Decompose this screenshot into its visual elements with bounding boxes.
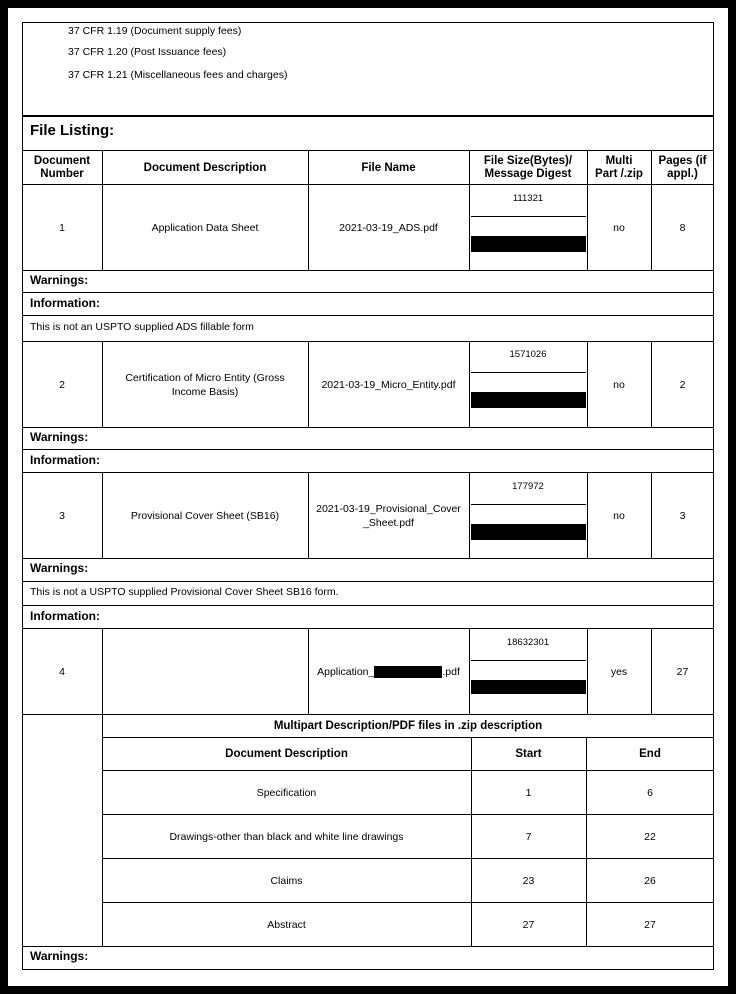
file-name-prefix: Application_ (317, 665, 375, 678)
file-multipart: no (613, 378, 625, 391)
information-label: Information: (30, 453, 100, 467)
file-description: Certification of Micro Entity (Gross Income Basis) (125, 371, 285, 398)
redaction-block (471, 680, 586, 694)
multipart-row-end: 26 (644, 874, 656, 887)
header-pages: Pages (if appl.) (658, 154, 707, 180)
fee-item: 37 CFR 1.20 (Post Issuance fees) (68, 46, 227, 58)
file-pages: 8 (679, 221, 686, 234)
file-size: 111321 (512, 193, 544, 204)
multipart-row-end: 6 (647, 786, 653, 799)
file-number: 3 (59, 509, 65, 522)
header-doc-number: Document Number (33, 154, 91, 180)
file-number: 2 (59, 378, 65, 391)
header-doc-description: Document Description (143, 161, 267, 174)
file-name-suffix: .pdf (442, 665, 460, 678)
multipart-row-description: Claims (270, 874, 303, 887)
file-name: 2021-03-19_ADS.pdf (339, 221, 438, 234)
file-name: 2021-03-19_Provisional_Cover_Sheet.pdf (316, 502, 461, 529)
multipart-row-start: 7 (525, 830, 532, 843)
multipart-header-description: Document Description (225, 748, 348, 760)
multipart-row-start: 23 (522, 874, 535, 887)
multipart-header-end: End (639, 748, 661, 760)
file-size: 177972 (512, 481, 544, 492)
file-multipart: yes (610, 665, 628, 678)
multipart-header-start: Start (515, 748, 542, 760)
multipart-row-description: Drawings-other than black and white line drawings (169, 830, 404, 843)
warnings-label: Warnings: (30, 273, 89, 287)
header-multipart: Multi Part /.zip (595, 154, 643, 180)
warning-note: This is not a USPTO supplied Provisional Cover Sheet SB16 form. (30, 586, 339, 598)
file-size: 18632301 (506, 637, 550, 648)
multipart-row-start: 1 (525, 786, 532, 799)
file-number: 4 (59, 665, 65, 678)
file-description (102, 629, 308, 714)
warnings-label: Warnings: (30, 430, 89, 444)
multipart-row-end: 27 (644, 918, 656, 931)
redaction-block (374, 666, 442, 678)
file-description: Application Data Sheet (151, 221, 259, 234)
file-name (308, 629, 469, 714)
warnings-label: Warnings: (30, 561, 89, 575)
file-multipart: no (613, 509, 625, 522)
header-file-size: File Size(Bytes)/ Message Digest (483, 154, 573, 180)
file-pages: 27 (676, 665, 689, 678)
document-page (8, 8, 728, 986)
file-size: 1571026 (509, 349, 547, 360)
fee-item: 37 CFR 1.19 (Document supply fees) (68, 25, 242, 37)
multipart-row-description: Abstract (267, 918, 306, 931)
file-name: 2021-03-19_Micro_Entity.pdf (321, 378, 456, 391)
header-file-name: File Name (361, 161, 416, 174)
file-description: Provisional Cover Sheet (SB16) (130, 509, 280, 522)
file-pages: 3 (679, 509, 686, 522)
redaction-block (471, 392, 586, 408)
redaction-block (471, 236, 586, 252)
file-number: 1 (59, 221, 65, 234)
multipart-row-start: 27 (522, 918, 535, 931)
file-multipart: no (613, 221, 625, 234)
warnings-label: Warnings: (30, 949, 89, 963)
multipart-title: Multipart Description/PDF files in .zip description (273, 720, 543, 732)
fee-item: 37 CFR 1.21 (Miscellaneous fees and charges) (68, 69, 288, 81)
redaction-block (471, 524, 586, 540)
multipart-row-description: Specification (256, 786, 317, 799)
information-note: This is not an USPTO supplied ADS fillable form (30, 321, 254, 333)
information-label: Information: (30, 609, 100, 623)
information-label: Information: (30, 296, 100, 310)
file-listing-title: File Listing: (30, 122, 115, 139)
multipart-row-end: 22 (644, 830, 656, 843)
file-pages: 2 (679, 378, 686, 391)
